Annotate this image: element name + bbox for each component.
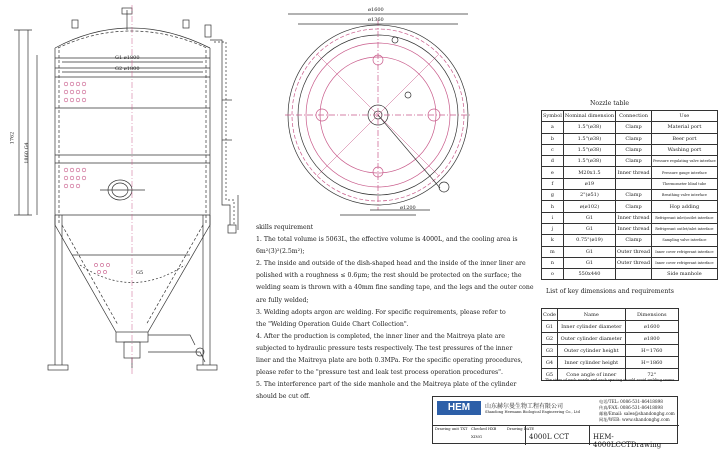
header-cell: Nominal dimension — [563, 111, 615, 122]
cell: 0.75"(ø19) — [563, 235, 615, 246]
nozzle-row — [542, 257, 718, 268]
cell: Pressure gauge interface — [652, 167, 718, 178]
nozzle-row — [542, 201, 718, 212]
requirement-line: 2. The inside and outside of the dish-shaped head and the inside of the inner liner are — [256, 260, 526, 268]
cell: e — [542, 167, 564, 178]
cell: Inner thread — [616, 167, 652, 178]
dims-header-row — [542, 309, 679, 321]
requirement-line: 1. The total volume is 5063L, the effective volume is 4000L, and the cooling area is — [256, 236, 518, 244]
header-cell: Symbol — [542, 111, 564, 122]
contact-email: 邮箱/Email: sales@shandonghg.com — [599, 411, 675, 416]
cell — [616, 178, 652, 189]
cell: a — [542, 122, 564, 133]
cell: ø1800 — [625, 333, 678, 345]
cell: m — [542, 246, 564, 257]
nozzle-row — [542, 133, 718, 144]
top-dim-bottom: ø1200 — [400, 205, 416, 211]
cell: Hop adding — [652, 201, 718, 212]
cell: Thermometer blind tube — [652, 178, 718, 189]
cell: G2 — [542, 333, 558, 345]
cell: 1.5"(ø38) — [563, 156, 615, 167]
nozzle-row — [542, 212, 718, 223]
header-cell: Code — [542, 309, 558, 321]
cell: Breathing valve interface — [652, 190, 718, 201]
meta-unit: Drawing unit TXT — [435, 427, 468, 431]
nozzle-row — [542, 167, 718, 178]
meta-date: Drawing DATE — [507, 427, 535, 431]
dims-note: The sides of each nozzle and each spacing should avoid welding seams — [545, 378, 675, 382]
cell: c — [542, 144, 564, 155]
company-en: Shandong Hermann Biological Engineering Co., Ltd — [485, 410, 580, 414]
cell: G1 — [563, 246, 615, 257]
cell: Outer thread — [616, 246, 652, 257]
requirement-title: skills requirement — [256, 224, 314, 231]
nozzle-row — [542, 178, 718, 189]
cell: Clamp — [616, 156, 652, 167]
top-dim-inner: ø1360 — [368, 17, 384, 23]
cell: G3 — [542, 345, 558, 357]
cell: n — [542, 257, 564, 268]
cell: Clamp — [616, 201, 652, 212]
cell: Clamp — [616, 133, 652, 144]
cell: G1 — [542, 321, 558, 333]
title-block — [432, 396, 678, 449]
nozzle-row — [542, 235, 718, 246]
nozzle-row — [542, 144, 718, 155]
requirement-line: welding seam is thrown with a 40mm fine sanding tape, and the legs and the outer cone — [256, 284, 534, 292]
dim-height-1: 1762 — [9, 131, 16, 145]
cell — [616, 269, 652, 280]
cell: h — [542, 201, 564, 212]
skills-requirement — [256, 222, 538, 403]
cell: 1.5"(ø38) — [563, 144, 615, 155]
contact-fax: 传真/FAX: 0086-531-86418898 — [599, 405, 663, 410]
meta-checked: Checked HXB — [471, 427, 497, 431]
nozzle-row — [542, 122, 718, 133]
cell: Beer port — [652, 133, 718, 144]
cell: 1.5"(ø38) — [563, 133, 615, 144]
requirement-line: please refer to the "pressure test and leak test process operation procedures". — [256, 369, 503, 377]
dim-height-2: 1860 G4 — [23, 142, 30, 164]
cell: Refrigerant outlet/inlet interface — [652, 223, 718, 234]
cell: j — [542, 223, 564, 234]
dims-row — [542, 345, 679, 357]
cell: Inner cover refrigerant interface — [652, 257, 718, 268]
cell: b — [542, 133, 564, 144]
requirement-line: subjected to hydraulic pressure tests respectively. The test pressures of the inner — [256, 344, 513, 352]
nozzle-table-title: Nozzle table — [590, 100, 630, 107]
cell: Inner cylinder diameter — [558, 321, 626, 333]
cell: f — [542, 178, 564, 189]
cell: Material port — [652, 122, 718, 133]
cell: ø19 — [563, 178, 615, 189]
cell: Outer thread — [616, 257, 652, 268]
cell: Inner thread — [616, 223, 652, 234]
title-block-divider — [525, 425, 526, 445]
cell: Cone angle of inner — [558, 369, 626, 381]
cell: Clamp — [616, 190, 652, 201]
cell: g — [542, 190, 564, 201]
nozzle-row — [542, 246, 718, 257]
cell: Pressure regulating valve interface — [652, 156, 718, 167]
requirement-line: liner and the Maitreya plate are both 0.3MPa. For the specific operating procedures, — [256, 357, 523, 365]
header-cell: Dimensions — [625, 309, 678, 321]
nozzle-header-row — [542, 111, 718, 122]
dims-row — [542, 333, 679, 345]
cell: 2"(ø51) — [563, 190, 615, 201]
requirement-line: 6m²(3)²(2.5m²); — [256, 248, 305, 256]
company-cn: 山东赫尔曼生物工程有限公司 — [485, 403, 564, 410]
logo: HEM — [437, 401, 481, 415]
contact-web: 网址/WEB: www.shandonghg.com — [599, 417, 670, 422]
cell: d — [542, 156, 564, 167]
nozzle-row — [542, 190, 718, 201]
cell: Inner cover refrigerant interface — [652, 246, 718, 257]
cell: Washing port — [652, 144, 718, 155]
dims-table-title: List of key dimensions and requirements — [546, 288, 674, 295]
cell: M20x1.5 — [563, 167, 615, 178]
cell: H=1760 — [625, 345, 678, 357]
requirement-line: the "Welding Operation Guide Chart Collection". — [256, 320, 409, 328]
header-cell: Connection — [616, 111, 652, 122]
cell: G1 — [563, 257, 615, 268]
cell: i — [542, 212, 564, 223]
cell: k — [542, 235, 564, 246]
cell: o — [542, 269, 564, 280]
cell: 550x440 — [563, 269, 615, 280]
cell: ø1600 — [625, 321, 678, 333]
title-block-divider — [589, 425, 590, 445]
dims-table — [541, 308, 679, 381]
cell: Refrigerant inlet/outlet interface — [652, 212, 718, 223]
cell: Clamp — [616, 144, 652, 155]
cell: Inner cylinder height — [558, 357, 626, 369]
nozzle-row — [542, 223, 718, 234]
cell: G5 — [542, 369, 558, 381]
requirement-line: polished with a roughness ≤ 0.6μm; the rest should be protected on the surface; the — [256, 272, 522, 280]
cell: Clamp — [616, 122, 652, 133]
dim-g1: G1 ø1800 — [115, 55, 140, 61]
top-dim-outer: ø1600 — [368, 7, 384, 13]
cell: 1.5"(ø38) — [563, 122, 615, 133]
cell: Sampling valve interface — [652, 235, 718, 246]
nozzle-row — [542, 156, 718, 167]
requirement-line: are fully welded; — [256, 296, 309, 304]
cell: Side manhole — [652, 269, 718, 280]
title-block-divider — [433, 425, 679, 426]
cell: G1 — [563, 212, 615, 223]
drawer-name: XING — [471, 434, 483, 439]
cell: Inner thread — [616, 212, 652, 223]
dims-row — [542, 357, 679, 369]
nozzle-row — [542, 269, 718, 280]
cell: G4 — [542, 357, 558, 369]
drawing-name: HEM-4000LCCTDrawing — [593, 433, 662, 449]
dim-g2: G2 ø1800 — [115, 66, 140, 72]
requirement-line: 3. Welding adopts argon arc welding. For specific requirements, please refer to — [256, 308, 506, 316]
cell: 72° — [625, 369, 678, 381]
dims-row — [542, 321, 679, 333]
volume-label: 4000L CCT — [529, 433, 570, 441]
requirement-line: 5. The interference part of the side manhole and the Maitreya plate of the cylinder — [256, 381, 517, 389]
contact-tel: 电话/TEL: 0086-531-86418898 — [599, 399, 663, 404]
nozzle-table — [541, 110, 718, 280]
cell: Outer cylinder height — [558, 345, 626, 357]
requirement-line: 4. After the production is completed, the inner liner and the Maitreya plate are — [256, 332, 505, 340]
cell: H=1860 — [625, 357, 678, 369]
header-cell: Use — [652, 111, 718, 122]
cell: Outer cylinder diameter — [558, 333, 626, 345]
cell: G1 — [563, 223, 615, 234]
requirement-line: should be cut off. — [256, 393, 311, 401]
cell: ø(ø102) — [563, 201, 615, 212]
dim-g5: G5 — [136, 270, 144, 276]
header-cell: Name — [558, 309, 626, 321]
cell: Clamp — [616, 235, 652, 246]
